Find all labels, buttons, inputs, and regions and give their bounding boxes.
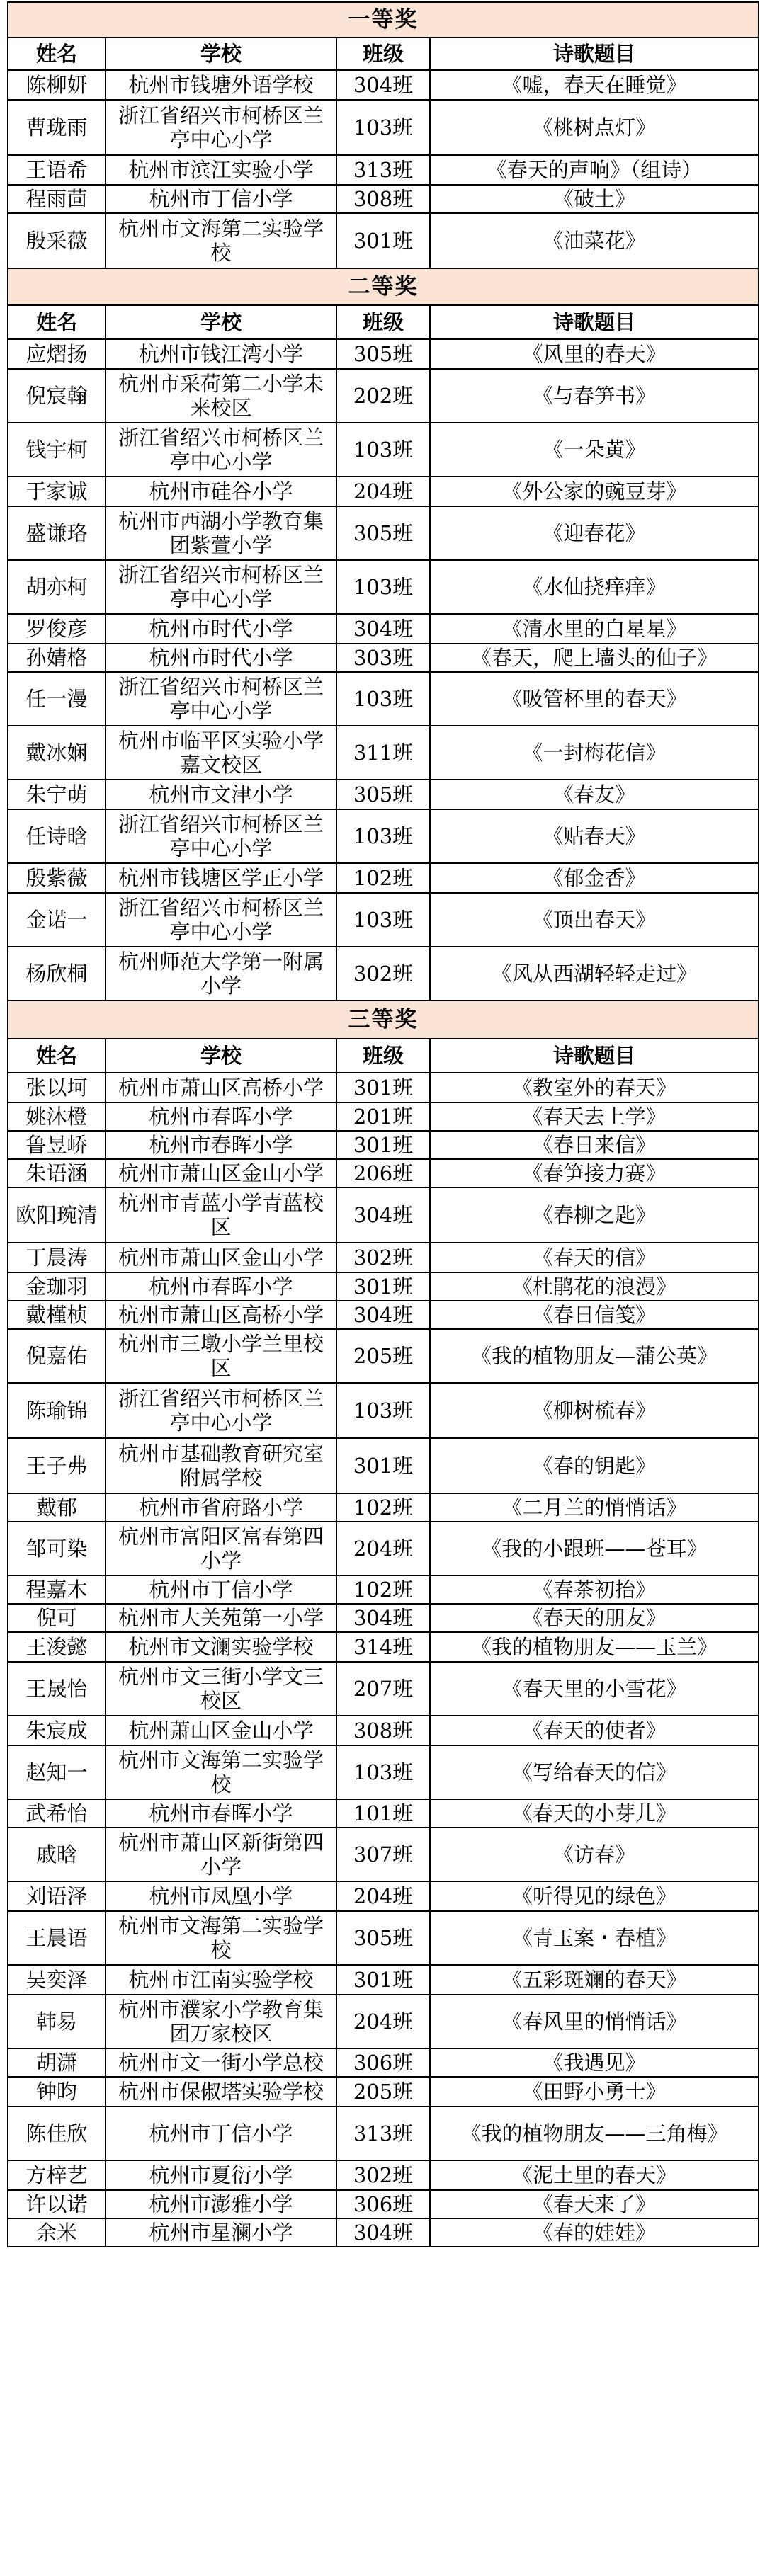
class-name: 204班	[336, 1881, 430, 1911]
poem-title: 《教室外的春天》	[430, 1073, 759, 1102]
student-name: 吴奕泽	[8, 1965, 106, 1995]
table-row	[8, 1911, 759, 1965]
table-row	[8, 672, 759, 726]
school-name: 杭州市凤凰小学	[106, 1881, 336, 1911]
table-row	[8, 1493, 759, 1522]
table-row	[8, 1329, 759, 1383]
section-title: 二等奖	[8, 268, 759, 305]
table-row	[8, 893, 759, 947]
school-name: 杭州市文海第二实验学校	[106, 213, 336, 268]
student-name: 罗俊彦	[8, 614, 106, 644]
school-name: 杭州市春晖小学	[106, 1102, 336, 1131]
table-row	[8, 1745, 759, 1799]
school-name: 杭州市富阳区富春第四小学	[106, 1522, 336, 1575]
poem-title: 《春风里的悄悄话》	[430, 1995, 759, 2048]
section-header-row	[8, 2, 759, 38]
poem-title: 《春天的使者》	[430, 1716, 759, 1745]
poem-title: 《顶出春天》	[430, 893, 759, 947]
school-name: 杭州市钱塘外语学校	[106, 70, 336, 100]
table-row	[8, 1604, 759, 1632]
school-name: 杭州市江南实验学校	[106, 1965, 336, 1995]
student-name: 胡亦柯	[8, 560, 106, 614]
poem-title: 《郁金香》	[430, 863, 759, 893]
poem-title: 《贴春天》	[430, 809, 759, 863]
table-row	[8, 185, 759, 213]
table-row	[8, 1522, 759, 1575]
table-row	[8, 809, 759, 863]
student-name: 任一漫	[8, 672, 106, 726]
table-row	[8, 339, 759, 369]
class-name: 301班	[336, 1272, 430, 1301]
class-name: 301班	[336, 1073, 430, 1102]
school-name: 杭州市时代小学	[106, 614, 336, 644]
table-row	[8, 1102, 759, 1131]
column-header-school-name: 学校	[106, 305, 336, 339]
column-header-class-name: 班级	[336, 305, 430, 339]
class-name: 103班	[336, 560, 430, 614]
poem-title: 《春的娃娃》	[430, 2218, 759, 2247]
table-row	[8, 1438, 759, 1493]
table-row	[8, 369, 759, 423]
student-name: 武希怡	[8, 1799, 106, 1828]
student-name: 孙婧格	[8, 644, 106, 672]
class-name: 305班	[336, 339, 430, 369]
poem-title: 《春友》	[430, 780, 759, 809]
school-name: 杭州市保俶塔实验学校	[106, 2077, 336, 2107]
poem-title: 《访春》	[430, 1828, 759, 1881]
school-name: 杭州市春晖小学	[106, 1799, 336, 1828]
student-name: 欧阳琬清	[8, 1187, 106, 1243]
poem-title: 《油菜花》	[430, 213, 759, 268]
poem-title: 《写给春天的信》	[430, 1745, 759, 1799]
table-row	[8, 726, 759, 780]
poem-title: 《五彩斑斓的春天》	[430, 1965, 759, 1995]
class-name: 304班	[336, 614, 430, 644]
class-name: 306班	[336, 2048, 430, 2077]
class-name: 304班	[336, 70, 430, 100]
class-name: 101班	[336, 1799, 430, 1828]
class-name: 102班	[336, 1575, 430, 1604]
awards-table	[7, 1, 759, 2247]
table-row	[8, 1301, 759, 1329]
student-name: 金诺一	[8, 893, 106, 947]
school-name: 杭州市钱塘区学正小学	[106, 863, 336, 893]
class-name: 102班	[336, 863, 430, 893]
class-name: 301班	[336, 1438, 430, 1493]
school-name: 杭州市文澜实验学校	[106, 1632, 336, 1662]
class-name: 103班	[336, 100, 430, 155]
student-name: 方梓艺	[8, 2160, 106, 2190]
column-header-class-name: 班级	[336, 38, 430, 70]
class-name: 304班	[336, 1604, 430, 1632]
column-header-poem-title: 诗歌题目	[430, 1039, 759, 1073]
poem-title: 《外公家的豌豆芽》	[430, 477, 759, 506]
poem-title: 《我的植物朋友——玉兰》	[430, 1632, 759, 1662]
school-name: 浙江省绍兴市柯桥区兰亭中心小学	[106, 672, 336, 726]
student-name: 王语希	[8, 155, 106, 185]
school-name: 杭州市大关苑第一小学	[106, 1604, 336, 1632]
table-row	[8, 780, 759, 809]
school-name: 杭州市硅谷小学	[106, 477, 336, 506]
school-name: 杭州市文海第二实验学校	[106, 1745, 336, 1799]
column-header-row	[8, 305, 759, 339]
student-name: 王浚懿	[8, 1632, 106, 1662]
poem-title: 《春天来了》	[430, 2190, 759, 2218]
table-row	[8, 423, 759, 477]
class-name: 301班	[336, 213, 430, 268]
student-name: 戴冰娴	[8, 726, 106, 780]
student-name: 张以坷	[8, 1073, 106, 1102]
poem-title: 《清水里的白星星》	[430, 614, 759, 644]
student-name: 程雨茴	[8, 185, 106, 213]
column-header-student-name: 姓名	[8, 305, 106, 339]
table-row	[8, 1716, 759, 1745]
class-name: 206班	[336, 1159, 430, 1187]
school-name: 杭州市基础教育研究室附属学校	[106, 1438, 336, 1493]
poem-title: 《春笋接力赛》	[430, 1159, 759, 1187]
school-name: 杭州市萧山区金山小学	[106, 1159, 336, 1187]
poem-title: 《一封梅花信》	[430, 726, 759, 780]
student-name: 戚晗	[8, 1828, 106, 1881]
class-name: 205班	[336, 1329, 430, 1383]
school-name: 杭州市文海第二实验学校	[106, 1911, 336, 1965]
class-name: 302班	[336, 2160, 430, 2190]
poem-title: 《我的植物朋友——三角梅》	[430, 2107, 759, 2160]
school-name: 杭州市三墩小学兰里校区	[106, 1329, 336, 1383]
student-name: 应熠扬	[8, 339, 106, 369]
student-name: 殷紫薇	[8, 863, 106, 893]
class-name: 102班	[336, 1493, 430, 1522]
table-row	[8, 2160, 759, 2190]
table-row	[8, 100, 759, 155]
school-name: 杭州市滨江实验小学	[106, 155, 336, 185]
class-name: 302班	[336, 947, 430, 1001]
school-name: 杭州市时代小学	[106, 644, 336, 672]
student-name: 倪嘉佑	[8, 1329, 106, 1383]
student-name: 鲁昱峤	[8, 1131, 106, 1159]
poem-title: 《二月兰的悄悄话》	[430, 1493, 759, 1522]
table-row	[8, 1243, 759, 1272]
column-header-poem-title: 诗歌题目	[430, 38, 759, 70]
table-row	[8, 2218, 759, 2247]
class-name: 103班	[336, 809, 430, 863]
school-name: 杭州市丁信小学	[106, 185, 336, 213]
student-name: 余米	[8, 2218, 106, 2247]
student-name: 钱宇柯	[8, 423, 106, 477]
school-name: 杭州市濮家小学教育集团万家校区	[106, 1995, 336, 2048]
class-name: 305班	[336, 780, 430, 809]
class-name: 311班	[336, 726, 430, 780]
class-name: 103班	[336, 893, 430, 947]
column-header-school-name: 学校	[106, 1039, 336, 1073]
table-row	[8, 70, 759, 100]
student-name: 倪可	[8, 1604, 106, 1632]
poem-title: 《春的钥匙》	[430, 1438, 759, 1493]
table-row	[8, 2048, 759, 2077]
student-name: 王子弗	[8, 1438, 106, 1493]
student-name: 王晟怡	[8, 1662, 106, 1716]
student-name: 任诗晗	[8, 809, 106, 863]
student-name: 戴槿桢	[8, 1301, 106, 1329]
table-row	[8, 213, 759, 268]
poem-title: 《水仙挠痒痒》	[430, 560, 759, 614]
poem-title: 《我的小跟班——苍耳》	[430, 1522, 759, 1575]
school-name: 浙江省绍兴市柯桥区兰亭中心小学	[106, 1383, 336, 1438]
class-name: 204班	[336, 1522, 430, 1575]
poem-title: 《春天的朋友》	[430, 1604, 759, 1632]
section-header-row	[8, 268, 759, 305]
section-title: 一等奖	[8, 2, 759, 38]
school-name: 杭州市文一街小学总校	[106, 2048, 336, 2077]
section-header-row	[8, 1001, 759, 1039]
class-name: 204班	[336, 1995, 430, 2048]
awards-table-body	[8, 2, 759, 2247]
poem-title: 《春天去上学》	[430, 1102, 759, 1131]
class-name: 103班	[336, 1383, 430, 1438]
school-name: 杭州市青蓝小学青蓝校区	[106, 1187, 336, 1243]
school-name: 杭州市萧山区高桥小学	[106, 1301, 336, 1329]
student-name: 于家诚	[8, 477, 106, 506]
student-name: 朱宸成	[8, 1716, 106, 1745]
school-name: 浙江省绍兴市柯桥区兰亭中心小学	[106, 100, 336, 155]
poem-title: 《吸管杯里的春天》	[430, 672, 759, 726]
student-name: 杨欣桐	[8, 947, 106, 1001]
column-header-class-name: 班级	[336, 1039, 430, 1073]
student-name: 朱宁萌	[8, 780, 106, 809]
class-name: 204班	[336, 477, 430, 506]
class-name: 103班	[336, 672, 430, 726]
student-name: 戴郁	[8, 1493, 106, 1522]
student-name: 程嘉木	[8, 1575, 106, 1604]
school-name: 杭州市临平区实验小学嘉文校区	[106, 726, 336, 780]
column-header-school-name: 学校	[106, 38, 336, 70]
table-row	[8, 1965, 759, 1995]
table-row	[8, 863, 759, 893]
student-name: 胡潇	[8, 2048, 106, 2077]
school-name: 浙江省绍兴市柯桥区兰亭中心小学	[106, 423, 336, 477]
class-name: 202班	[336, 369, 430, 423]
table-row	[8, 1799, 759, 1828]
school-name: 浙江省绍兴市柯桥区兰亭中心小学	[106, 893, 336, 947]
poem-title: 《我的植物朋友—蒲公英》	[430, 1329, 759, 1383]
poem-title: 《我遇见》	[430, 2048, 759, 2077]
school-name: 杭州市西湖小学教育集团紫萱小学	[106, 506, 336, 560]
school-name: 杭州市采荷第二小学未来校区	[106, 369, 336, 423]
table-row	[8, 1995, 759, 2048]
table-row	[8, 1881, 759, 1911]
poem-title: 《风从西湖轻轻走过》	[430, 947, 759, 1001]
student-name: 陈柳妍	[8, 70, 106, 100]
class-name: 304班	[336, 1301, 430, 1329]
school-name: 杭州市丁信小学	[106, 1575, 336, 1604]
table-row	[8, 155, 759, 185]
student-name: 许以诺	[8, 2190, 106, 2218]
poem-title: 《一朵黄》	[430, 423, 759, 477]
table-row	[8, 1828, 759, 1881]
student-name: 殷采薇	[8, 213, 106, 268]
poem-title: 《春天，爬上墙头的仙子》	[430, 644, 759, 672]
student-name: 刘语泽	[8, 1881, 106, 1911]
student-name: 倪宸翰	[8, 369, 106, 423]
poem-title: 《嘘，春天在睡觉》	[430, 70, 759, 100]
student-name: 韩易	[8, 1995, 106, 2048]
class-name: 313班	[336, 2107, 430, 2160]
column-header-row	[8, 38, 759, 70]
table-row	[8, 1073, 759, 1102]
table-row	[8, 2107, 759, 2160]
student-name: 金珈羽	[8, 1272, 106, 1301]
table-row	[8, 1159, 759, 1187]
poem-title: 《柳树梳春》	[430, 1383, 759, 1438]
table-row	[8, 1187, 759, 1243]
poem-title: 《杜鹃花的浪漫》	[430, 1272, 759, 1301]
class-name: 103班	[336, 423, 430, 477]
school-name: 杭州市省府路小学	[106, 1493, 336, 1522]
poem-title: 《田野小勇士》	[430, 2077, 759, 2107]
school-name: 浙江省绍兴市柯桥区兰亭中心小学	[106, 560, 336, 614]
class-name: 305班	[336, 506, 430, 560]
column-header-student-name: 姓名	[8, 1039, 106, 1073]
class-name: 308班	[336, 1716, 430, 1745]
poem-title: 《春日信笺》	[430, 1301, 759, 1329]
student-name: 陈佳欣	[8, 2107, 106, 2160]
class-name: 304班	[336, 2218, 430, 2247]
table-row	[8, 2077, 759, 2107]
class-name: 205班	[336, 2077, 430, 2107]
class-name: 301班	[336, 1965, 430, 1995]
class-name: 307班	[336, 1828, 430, 1881]
student-name: 盛谦珞	[8, 506, 106, 560]
poem-title: 《春天的小芽儿》	[430, 1799, 759, 1828]
school-name: 杭州市文津小学	[106, 780, 336, 809]
school-name: 杭州市钱江湾小学	[106, 339, 336, 369]
poem-title: 《春日来信》	[430, 1131, 759, 1159]
poem-title: 《迎春花》	[430, 506, 759, 560]
class-name: 313班	[336, 155, 430, 185]
table-row	[8, 477, 759, 506]
poem-title: 《春天的信》	[430, 1243, 759, 1272]
school-name: 杭州师范大学第一附属小学	[106, 947, 336, 1001]
table-row	[8, 644, 759, 672]
table-row	[8, 614, 759, 644]
school-name: 杭州市星澜小学	[106, 2218, 336, 2247]
student-name: 丁晨涛	[8, 1243, 106, 1272]
table-row	[8, 1632, 759, 1662]
class-name: 207班	[336, 1662, 430, 1716]
table-row	[8, 506, 759, 560]
table-row	[8, 560, 759, 614]
column-header-poem-title: 诗歌题目	[430, 305, 759, 339]
school-name: 杭州市春晖小学	[106, 1272, 336, 1301]
class-name: 314班	[336, 1632, 430, 1662]
class-name: 308班	[336, 185, 430, 213]
poem-title: 《青玉案・春植》	[430, 1911, 759, 1965]
table-row	[8, 1131, 759, 1159]
class-name: 301班	[336, 1131, 430, 1159]
table-row	[8, 2190, 759, 2218]
school-name: 杭州市萧山区金山小学	[106, 1243, 336, 1272]
poem-title: 《破土》	[430, 185, 759, 213]
school-name: 浙江省绍兴市柯桥区兰亭中心小学	[106, 809, 336, 863]
poem-title: 《春天的声响》（组诗）	[430, 155, 759, 185]
student-name: 赵知一	[8, 1745, 106, 1799]
class-name: 306班	[336, 2190, 430, 2218]
table-row	[8, 947, 759, 1001]
student-name: 朱语涵	[8, 1159, 106, 1187]
school-name: 杭州市澎雅小学	[106, 2190, 336, 2218]
class-name: 305班	[336, 1911, 430, 1965]
class-name: 103班	[336, 1745, 430, 1799]
school-name: 杭州萧山区金山小学	[106, 1716, 336, 1745]
table-row	[8, 1272, 759, 1301]
poem-title: 《听得见的绿色》	[430, 1881, 759, 1911]
poem-title: 《春柳之匙》	[430, 1187, 759, 1243]
school-name: 杭州市夏衍小学	[106, 2160, 336, 2190]
poem-title: 《风里的春天》	[430, 339, 759, 369]
poem-title: 《泥土里的春天》	[430, 2160, 759, 2190]
poem-title: 《与春笋书》	[430, 369, 759, 423]
school-name: 杭州市文三街小学文三校区	[106, 1662, 336, 1716]
class-name: 304班	[336, 1187, 430, 1243]
student-name: 曹珑雨	[8, 100, 106, 155]
student-name: 陈瑜锦	[8, 1383, 106, 1438]
class-name: 303班	[336, 644, 430, 672]
school-name: 杭州市春晖小学	[106, 1131, 336, 1159]
student-name: 王晨语	[8, 1911, 106, 1965]
student-name: 姚沐橙	[8, 1102, 106, 1131]
class-name: 302班	[336, 1243, 430, 1272]
student-name: 钟昀	[8, 2077, 106, 2107]
table-row	[8, 1662, 759, 1716]
column-header-row	[8, 1039, 759, 1073]
class-name: 201班	[336, 1102, 430, 1131]
school-name: 杭州市萧山区高桥小学	[106, 1073, 336, 1102]
school-name: 杭州市萧山区新街第四小学	[106, 1828, 336, 1881]
poem-title: 《春茶初抬》	[430, 1575, 759, 1604]
table-row	[8, 1575, 759, 1604]
poem-title: 《春天里的小雪花》	[430, 1662, 759, 1716]
table-row	[8, 1383, 759, 1438]
school-name: 杭州市丁信小学	[106, 2107, 336, 2160]
section-title: 三等奖	[8, 1001, 759, 1039]
column-header-student-name: 姓名	[8, 38, 106, 70]
student-name: 邹可染	[8, 1522, 106, 1575]
poem-title: 《桃树点灯》	[430, 100, 759, 155]
